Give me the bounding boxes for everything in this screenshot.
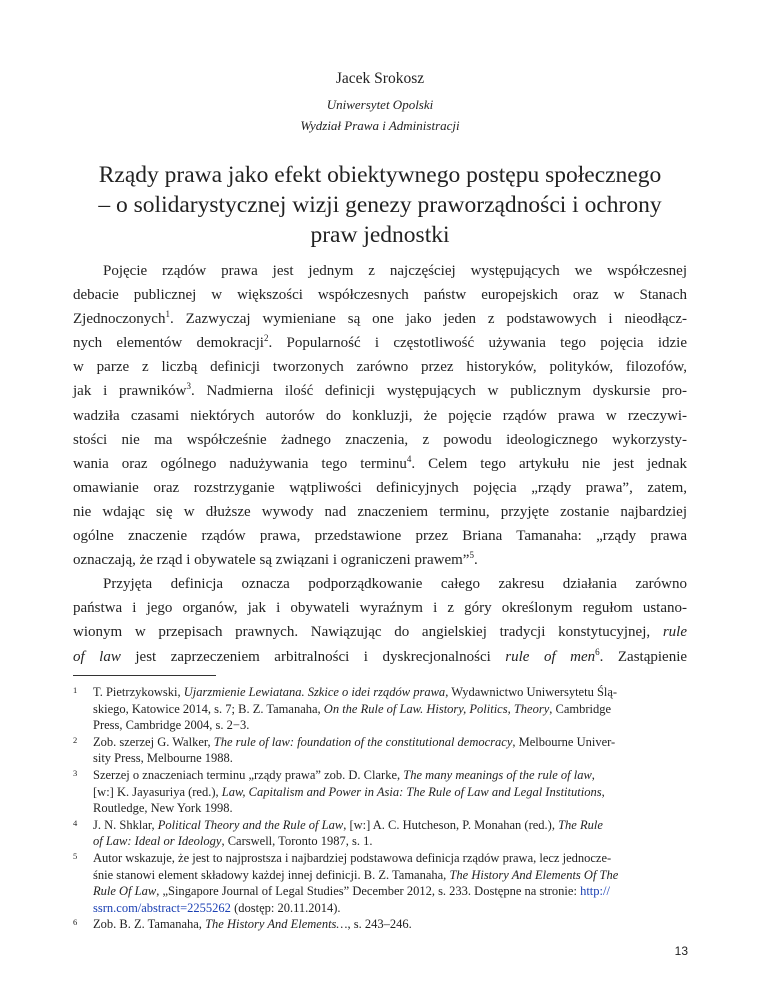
footnote-divider	[73, 675, 216, 676]
footnote: 4 J. N. Shklar, Political Theory and the Rule of Law, [w:] A. C. Hutcheson, P. Monahan (red.), The Rule of Law: Ideal or Ideology, Carswell, Toronto 1987, s. 1.	[73, 817, 603, 849]
author-name: Jacek Srokosz	[335, 70, 425, 87]
footnote-number: 6	[73, 917, 78, 928]
body-line: debacie publicznej w większości współczesnych państw europejskich oraz w Stanach	[73, 287, 687, 304]
footnote-number: 3	[73, 767, 78, 778]
footnote-ref[interactable]: 6	[595, 646, 600, 657]
body-line: jak i prawników$^3$. Nadmierna ilość definicji występujących w publicznym dyskursie pro-	[73, 381, 688, 400]
source-link[interactable]: ssrn.com/abstract=2255262	[93, 900, 231, 915]
footnote: 3 Szerzej o znaczeniach terminu „rządy prawa” zob. D. Clarke, The many meanings of the rule of law, [w:] K. Jayasuriya (red.), Law, Capitalism and Power in Asia: The Rule of Law and Legal Institutions, Routledge, New York 1998.	[73, 767, 605, 816]
affiliation-university: Uniwersytet Opolski	[326, 97, 434, 112]
article-title	[73, 160, 687, 250]
source-link[interactable]: http://	[580, 884, 610, 899]
footnote-ref[interactable]: 3	[186, 381, 191, 392]
affiliation-faculty: Wydział Prawa i Administracji	[300, 118, 460, 133]
footnote-ref[interactable]: 5	[469, 550, 474, 561]
body-line: omawianie oraz rozstrzyganie wątpliwości definicyjnych pojęcia „rządy prawa”, zatem,	[73, 479, 687, 496]
footnote: 6 Zob. B. Z. Tamanaha, The History And Elements…, s. 243–246.	[73, 917, 412, 932]
body-line: Zjednoczonych$^1$. Zazwyczaj wymieniane są one jako jeden z podstawowych i nieodłącz-	[73, 309, 687, 328]
footnote-number: 2	[73, 734, 78, 745]
footnote-ref[interactable]: 2	[263, 333, 269, 344]
footnote-number: 1	[73, 685, 78, 695]
title-line: – o solidarystycznej wizji genezy praworządności i ochrony	[98, 192, 662, 218]
footnotes	[73, 684, 687, 933]
body-line: wania oraz ogólnego nadużywania tego terminu$^4$. Celem tego artykułu nie jest jednak	[73, 453, 688, 472]
body-line: wionym w przepisach prawnych. Nawiązując do angielskiej tradycji konstytucyjnej, rule	[73, 624, 687, 641]
title-line: praw jednostki	[310, 222, 450, 248]
footnote: 5 Autor wskazuje, że jest to najprostsza i najbardziej podstawowa definicja rządów prawa, lecz jednocze- śnie stanowi element składowy każdej innej definicji. B. Z. Tamanaha, The History And Elements Of The Rule Of Law, „Singapore Journal of Legal Studies” December 2012, s. 233. Dostępne na stronie: http:// ssrn.com/abstract=2255262 (dostęp: 20.11.2014).	[73, 850, 619, 915]
body-line: wadziła czasami niektórych autorów do konkluzji, że pojęcie rządów prawa w rzeczywi-	[73, 407, 687, 424]
footnote-ref[interactable]: 1	[165, 309, 170, 320]
footnote: 2 Zob. szerzej G. Walker, The rule of law: foundation of the constitutional democracy, Melbourne Univer- sity Press, Melbourne 1988.	[73, 734, 616, 766]
body-line: Przyjęta definicja oznacza podporządkowanie całego zakresu działania zarówno	[103, 576, 687, 593]
body-line: of law jest zaprzeczeniem arbitralności i dyskrecjonalności rule of men$^6$. Zastąpienie	[73, 646, 688, 665]
body-line: Pojęcie rządów prawa jest jednym z najczęściej występujących we współczesnej	[103, 263, 687, 279]
body-line: w parze z liczbą definicji tworzonych zarówno przez historyków, polityków, filozofów,	[73, 359, 687, 376]
page-number: 13	[674, 944, 688, 958]
body-line: państwa i jego organów, jak i obywateli wyraźnym i z góry określonym regułom ustano-	[73, 600, 687, 617]
body-line: ogólne znaczenie rządów prawa, przedstawione przez Briana Tamanaha: „rządy prawa	[73, 528, 687, 545]
footnote-number: 5	[73, 850, 78, 861]
body-line: nie wdając się w dłuższe wywody nad znaczeniem terminu, przyjęte zostanie najbardziej	[73, 503, 687, 520]
title-line: Rządy prawa jako efekt obiektywnego postępu społecznego	[98, 162, 662, 188]
body-text	[73, 259, 687, 669]
footnote: 1 T. Pietrzykowski, Ujarzmienie Lewiatana. Szkice o idei rządów prawa, Wydawnictwo Uniwersytetu Ślą- skiego, Katowice 2014, s. 7; B. Z. Tamanaha, On the Rule of Law. History, Politics, Theory, Cambridge Press, Cambridge 2004, s. 2−3.	[73, 685, 618, 733]
body-line: oznaczają, że rząd i obywatele są związani i ograniczeni prawem”$^5$.	[73, 550, 478, 569]
footnote-ref[interactable]: 4	[406, 453, 412, 464]
body-line: nych elementów demokracji$^2$. Popularność i częstotliwość używania tego pojęcia idzie	[73, 333, 688, 352]
footnote-number: 4	[73, 817, 78, 828]
body-line: stości nie ma współcześnie żadnego znaczenia, z powodu ideologicznego wykorzysty-	[73, 431, 687, 448]
